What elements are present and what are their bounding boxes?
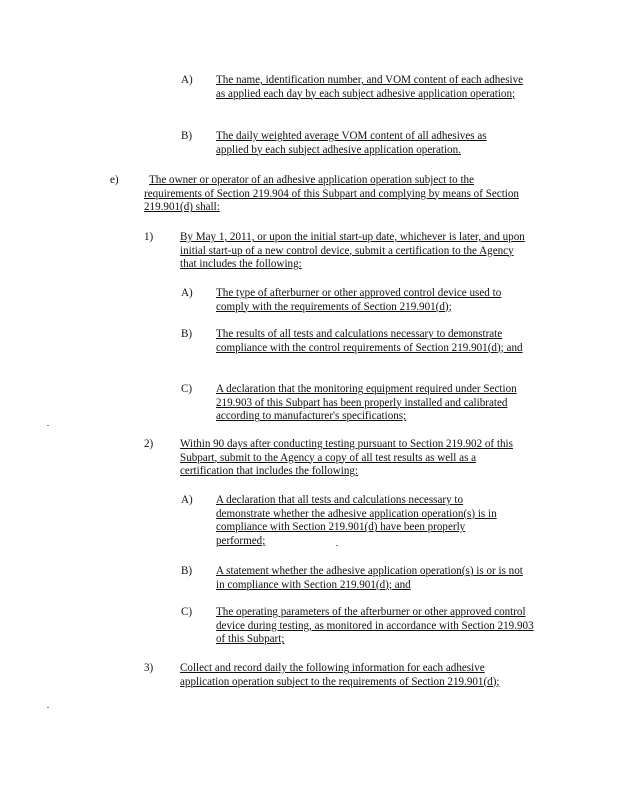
item-e2-text: Within 90 days after conducting testing pursuant to Section 219.902 of this Subpart, submit to the Agency a copy of all test results as well as a certification that includes the following:: [180, 438, 513, 478]
item-e2c-label: C): [181, 606, 193, 618]
item-e2c-text: The operating parameters of the afterburner or other approved control device during testing, as monitored in accordance with Section 219.903 of this Subpart;: [216, 606, 534, 646]
item-e1a-text: The type of afterburner or other approved control device used to comply with the requirements of Section 219.901(d);: [216, 287, 502, 313]
item-e1c-label: C): [181, 383, 193, 395]
item-e3-text: Collect and record daily the following information for each adhesive application operation subject to the requirements of Section 219.901(d);: [180, 662, 500, 688]
scan-speck: [47, 707, 49, 708]
item-e2a-text: A declaration that all tests and calculations necessary to demonstrate whether the adhesive application operation(s) is in compliance with Section 219.901(d) have been properly performed;: [216, 494, 497, 547]
scan-speck: [336, 545, 338, 546]
item-e3-label: 3): [144, 662, 154, 674]
item-e2b-label: B): [181, 565, 193, 577]
item-a-label: A): [181, 74, 193, 86]
item-e1c-text: A declaration that the monitoring equipment required under Section 219.903 of this Subpart has been properly installed and calibrated according to manufacturer's specifications;: [216, 383, 517, 423]
item-e2a-label: A): [181, 494, 193, 506]
section-e-text: The owner or operator of an adhesive application operation subject to the requirements of Section 219.904 of this Subpart and complying by means of Section 219.901(d) shall:: [144, 174, 519, 214]
item-b-text: The daily weighted average VOM content of all adhesives as applied by each subject adhesive application operation.: [216, 130, 487, 156]
item-a-text: The name, identification number, and VOM content of each adhesive as applied each day by each subject adhesive application operation;: [216, 74, 524, 100]
item-e1-text: By May 1, 2011, or upon the initial start-up date, whichever is later, and upon initial start-up of a new control device, submit a certification to the Agency that includes the following:: [180, 231, 525, 271]
item-e1b-label: B): [181, 328, 193, 340]
item-b-label: B): [181, 130, 193, 142]
section-e-label: e): [110, 174, 119, 186]
item-e2b-text: A statement whether the adhesive application operation(s) is or is not in compliance with Section 219.901(d); and: [216, 565, 523, 591]
scan-speck: [47, 425, 49, 426]
item-e2-label: 2): [144, 438, 154, 450]
item-e1a-label: A): [181, 287, 193, 299]
item-e1b-text: The results of all tests and calculations necessary to demonstrate compliance with the control requirements of Section 219.901(d); and: [216, 328, 523, 354]
item-e1-label: 1): [144, 231, 154, 243]
